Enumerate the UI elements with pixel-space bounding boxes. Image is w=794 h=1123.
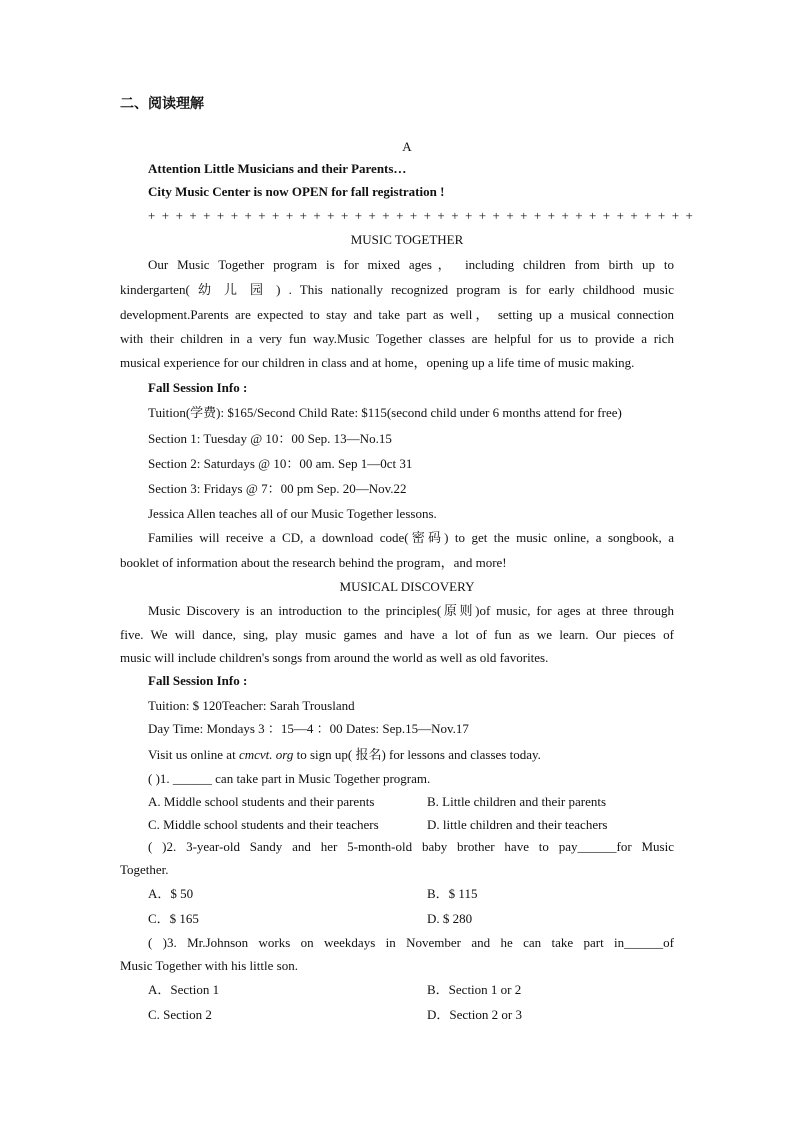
visit-text: to sign up( 报名) for lessons and classes today. [293,747,541,762]
md-day-time: Day Time: Mondays 3 ：15—4 ：00 Dates: Sep.15—Nov.17 [148,721,469,736]
music-together-title: MUSIC TOGETHER [350,232,464,247]
md-paragraph-line: Music Discovery is an introduction to the principles(原则)of music, for ages at three through [148,603,674,618]
passage-letter: A [402,139,412,154]
q3-option-b: B．Section 1 or 2 [427,982,522,997]
mt-section-1: Section 1: Tuesday @ 10：00 Sep. 13—No.15 [148,431,392,446]
mt-paragraph-line: development.Parents are expected to stay and take part as well， setting up a musical connection [120,307,674,322]
mt-paragraph-line: with their children in a very fun way.Music Together classes are helpful for us to provide a rich [120,331,674,346]
plus-divider: + + + + + + + + + + + + + + + + + + + + + + + + + + + + + + + + + + + + + + + + [148,208,695,223]
q2-option-c: C．$ 165 [148,911,199,926]
q1-option-d: D. little children and their teachers [427,817,608,832]
q2-option-d: D. $ 280 [427,911,473,926]
q3-option-d: D．Section 2 or 3 [427,1007,522,1022]
mt-info-title: Fall Session Info : [148,380,248,395]
open-registration-line: City Music Center is now OPEN for fall registration ! [148,184,445,199]
q1-option-a: A. Middle school students and their parents [148,794,375,809]
mt-paragraph-line: Our Music Together program is for mixed ages， including children from birth up to [148,257,674,272]
mt-families-line: Families will receive a CD, a download code(密码) to get the music online, a songbook, a [148,530,674,545]
q3-option-a: A．Section 1 [148,982,220,997]
mt-section-3: Section 3: Fridays @ 7：00 pm Sep. 20—Nov.22 [148,481,407,496]
mt-paragraph-line: musical experience for our children in class and at home，opening up a life time of music making. [120,355,635,370]
q3-option-c: C. Section 2 [148,1007,212,1022]
q1-option-c: C. Middle school students and their teachers [148,817,379,832]
question-2-stem: ( )2. 3-year-old Sandy and her 5-month-old baby brother have to pay______for Music [148,839,674,854]
question-3-stem-cont: Music Together with his little son. [120,958,298,973]
mt-tuition: Tuition(学费): $165/Second Child Rate: $115(second child under 6 months attend for free) [148,405,622,420]
mt-section-2: Section 2: Saturdays @ 10：00 am. Sep 1—0ct 31 [148,456,413,471]
section-heading: 二、阅读理解 [120,96,204,112]
q2-option-a: A．$ 50 [148,886,194,901]
mt-paragraph-line: kindergarten( 幼 儿 园 ) . This nationally recognized program is for early childhood music [120,282,674,297]
mt-teacher: Jessica Allen teaches all of our Music Together lessons. [148,506,437,521]
attention-line: Attention Little Musicians and their Parents… [148,161,407,176]
q2-option-b: B．$ 115 [427,886,478,901]
md-paragraph-line: five. We will dance, sing, play music games and have a lot of fun as we learn. Our pieces of [120,627,674,642]
question-2-stem-cont: Together. [120,862,169,877]
visit-text: Visit us online at [148,747,239,762]
md-info-title: Fall Session Info : [148,673,248,688]
q1-option-b: B. Little children and their parents [427,794,607,809]
md-visit-line [148,747,674,763]
question-1-stem: ( )1. ______ can take part in Music Together program. [148,771,431,786]
website-link[interactable]: cmcvt. org [238,747,294,762]
musical-discovery-title: MUSICAL DISCOVERY [339,579,475,594]
mt-families-line: booklet of information about the research behind the program，and more! [120,555,507,570]
md-tuition-teacher: Tuition: $ 120Teacher: Sarah Trousland [148,698,355,713]
md-paragraph-line: music will include children's songs from around the world as well as old favorites. [120,650,549,665]
question-3-stem: ( )3. Mr.Johnson works on weekdays in November and he can take part in______of [148,935,674,950]
